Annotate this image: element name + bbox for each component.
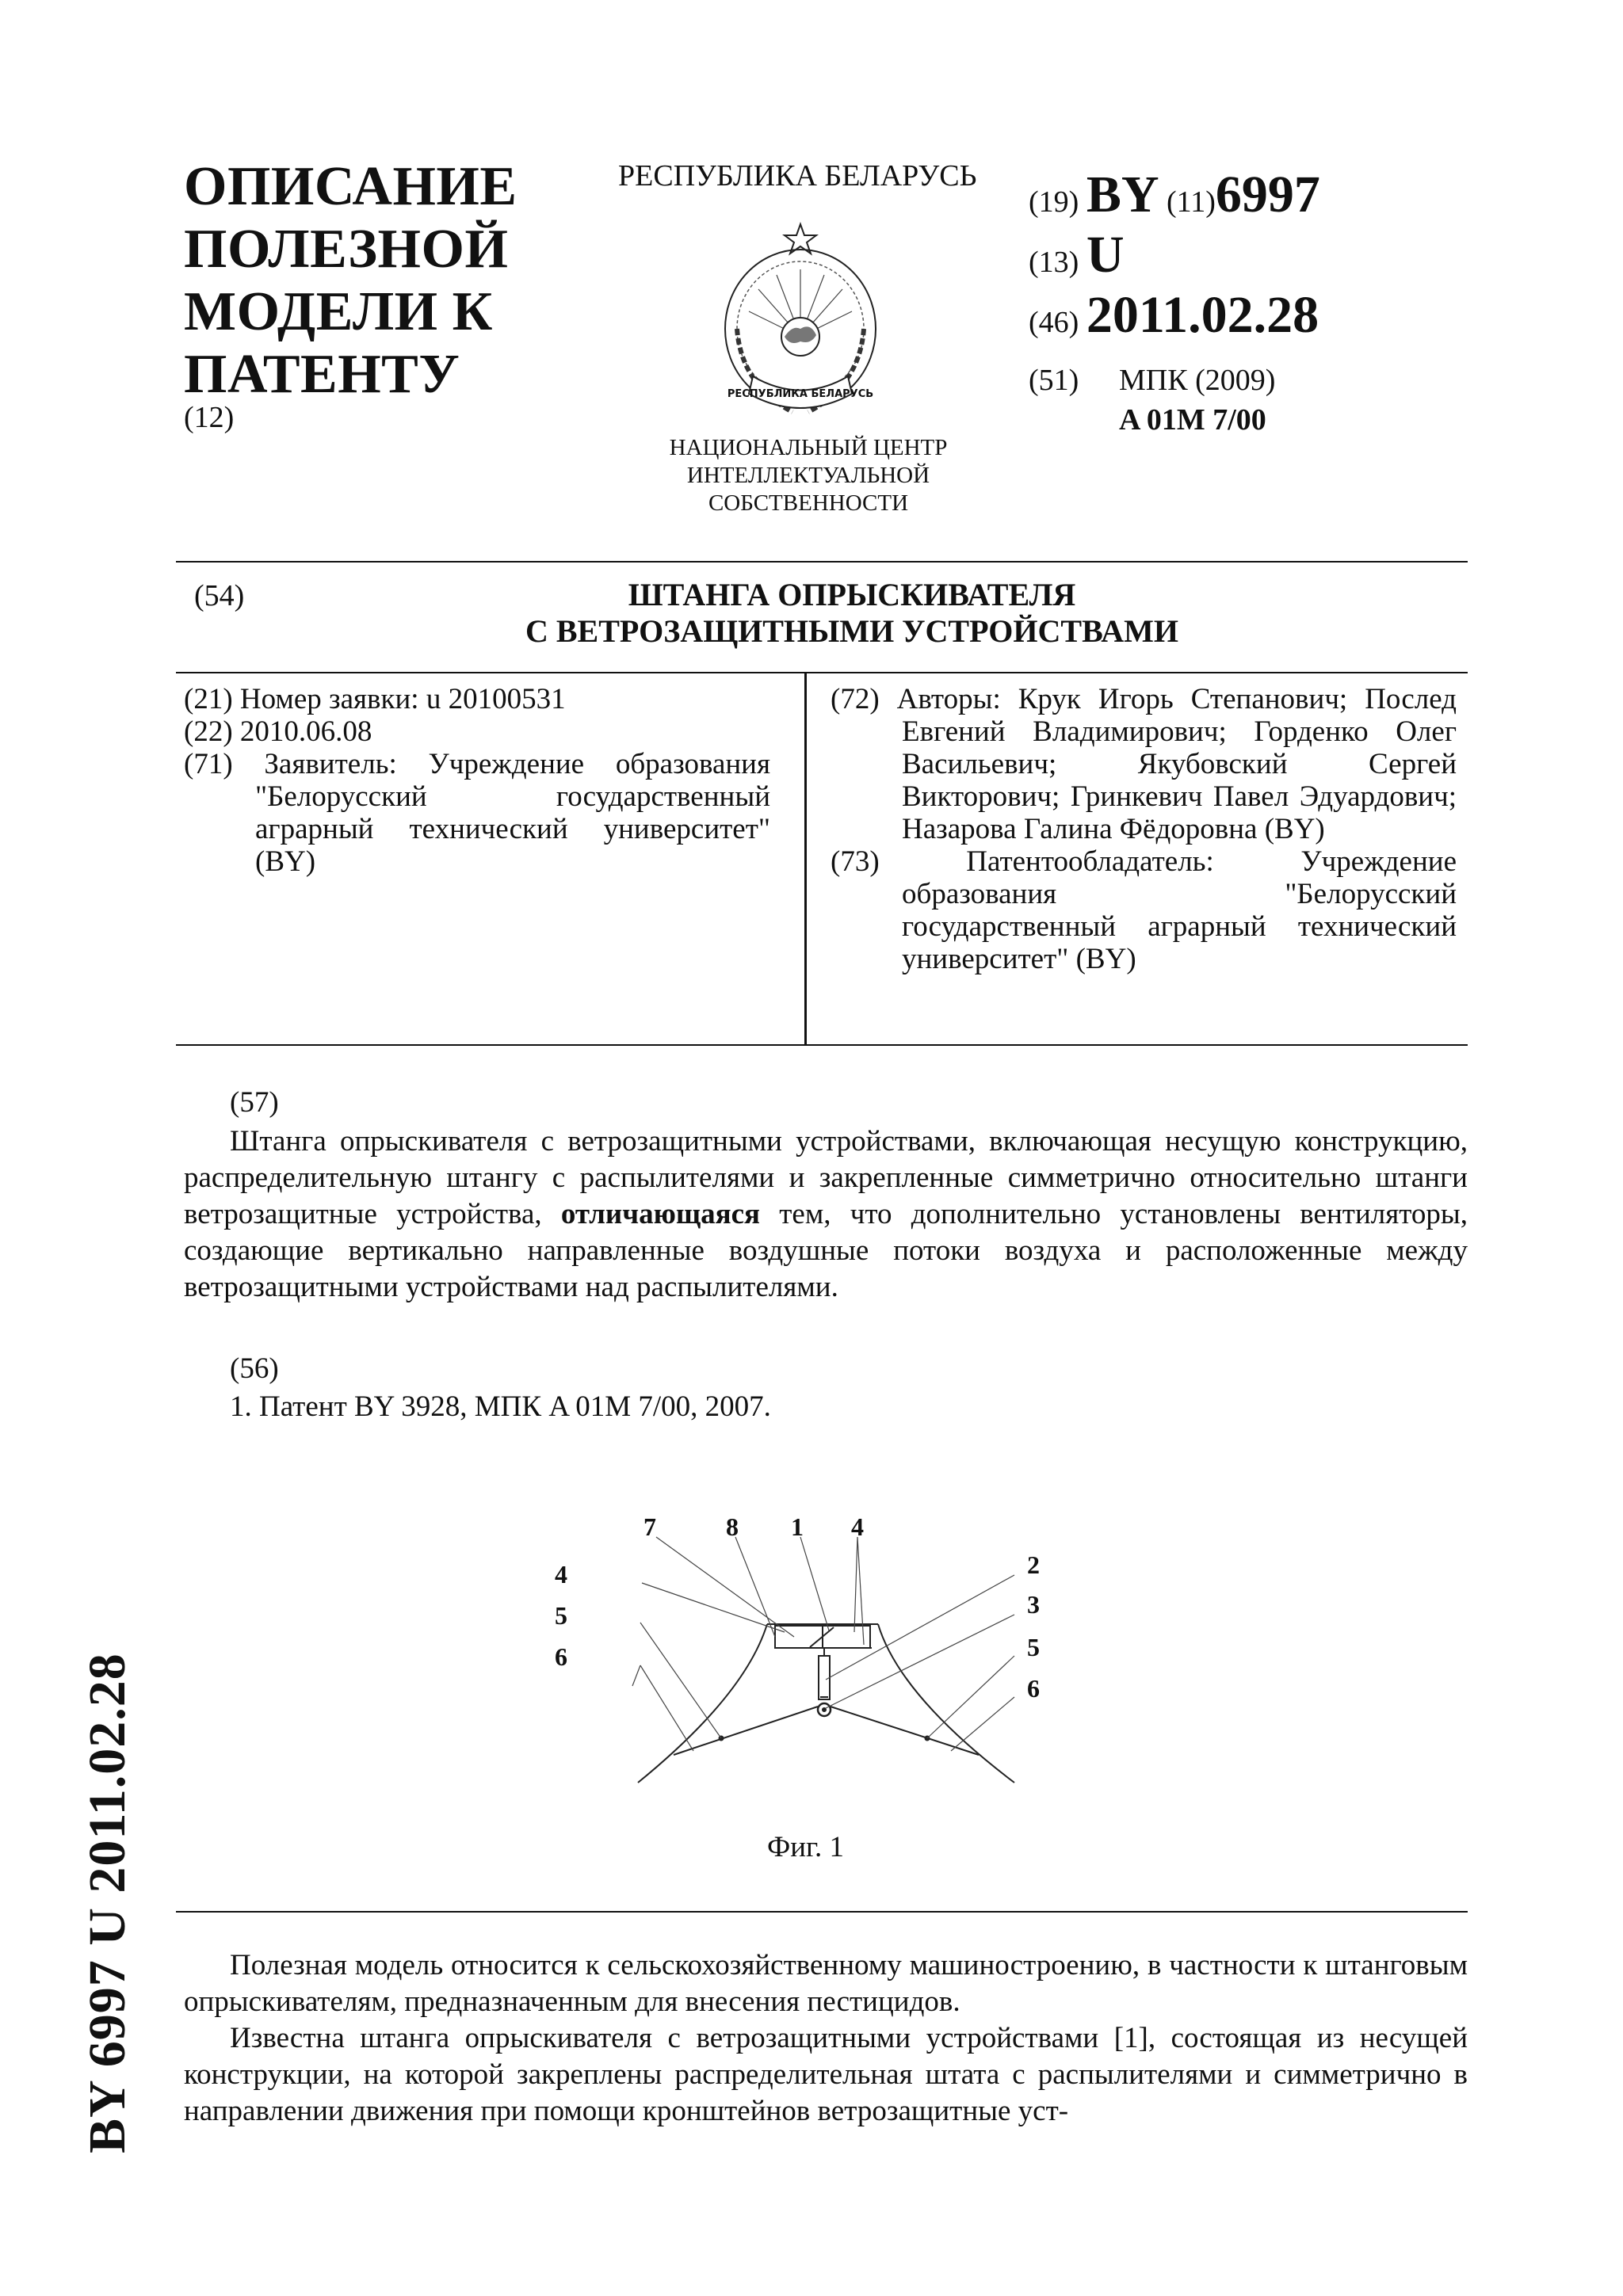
divider-biblio-vertical [804, 672, 807, 1046]
fig-label-5-left: 5 [555, 1601, 567, 1630]
code-54: (54) [194, 579, 245, 612]
emblem-ribbon-text: РЕСПУБЛИКА БЕЛАРУСЬ [727, 388, 874, 400]
fig-label-2: 2 [1027, 1550, 1040, 1579]
ipc-version: МПК (2009) [1119, 364, 1276, 397]
republic-name: РЕСПУБЛИКА БЕЛАРУСЬ [618, 159, 977, 193]
fig-label-4-left: 4 [555, 1560, 567, 1589]
publication-date: 2011.02.28 [1086, 286, 1319, 344]
side-publication-label: BY 6997 U 2011.02.28 [78, 1653, 136, 2153]
code-row-19-11: (19) BY (11)6997 [1029, 166, 1320, 223]
code-row-13: (13) U [1029, 226, 1125, 284]
code-56: (56) [230, 1352, 279, 1385]
fig-label-5-right: 5 [1027, 1633, 1040, 1661]
title-line: МОДЕЛИ К [184, 281, 493, 342]
paragraph: Известна штанга опрыскивателя с ветрозащитными устройствами [1], состоящая из несущей конструкции, на которой закреплены распределительная штата с распылителями и симметрично в направлении движения при помощи кронштейнов ветрозащитные уст- [184, 2022, 1468, 2127]
applicant: (71) Заявитель: Учреждение образования "Белорусский государственный аграрный технический университет" (BY) [184, 748, 770, 878]
ipc-code: A 01M 7/00 [1119, 403, 1266, 437]
country-code: BY [1086, 166, 1159, 223]
divider-description [176, 1911, 1468, 1913]
fig-label-8: 8 [726, 1512, 739, 1541]
fig-label-6-left: 6 [555, 1642, 567, 1671]
paragraph: Полезная модель относится к сельскохозяйственному машиностроению, в частности к штанговым опрыскивателям, предназначенным для внесения пестицидов. [184, 1949, 1468, 2018]
code-51: (51) [1029, 364, 1079, 397]
divider-top [176, 561, 1468, 563]
code-57: (57) [230, 1086, 279, 1119]
biblio-right-column [831, 683, 1457, 975]
authors: (72) Авторы: Крук Игорь Степанович; Послед Евгений Владимирович; Горденко Олег Васильевич; Якубовский Сергей Викторович; Гринкевич Павел Эдуардович; Назарова Галина Фёдоровна (BY) [831, 683, 1457, 845]
fig-label-7: 7 [643, 1512, 656, 1541]
reference-item: 1. Патент BY 3928, МПК A 01M 7/00, 2007. [230, 1390, 771, 1423]
application-number: (21) Номер заявки: u 20100531 [184, 683, 566, 715]
abstract-text: Штанга опрыскивателя с ветрозащитными устройствами, включающая несущую конструкцию, распределительную штангу с распылителями и закрепленные симметрично относительно штанги ветрозащитные устройства, отличающаяся тем, что дополнительно установлены вентиляторы, создающие вертикально направленные воздушные потоки воздуха и расположенные между ветрозащитными устройствами над распылителями. [184, 1125, 1468, 1303]
figure-caption: Фиг. 1 [767, 1831, 845, 1863]
fig-label-3: 3 [1027, 1590, 1040, 1619]
patent-number: 6997 [1215, 166, 1320, 223]
code-12: (12) [184, 401, 235, 434]
document-type-title [184, 155, 517, 406]
title-line: ОПИСАНИЕ [184, 156, 517, 217]
figure-1-drawing [539, 1489, 1062, 1806]
filing-date: (22) 2010.06.08 [184, 715, 372, 748]
patent-owner: (73) Патентообладатель: Учреждение образования "Белорусский государственный аграрный технический университет" (BY) [831, 845, 1457, 975]
divider-biblio-bottom [176, 1044, 1468, 1046]
biblio-left-column [184, 683, 770, 878]
invention-title: ШТАНГА ОПРЫСКИВАТЕЛЯ С ВЕТРОЗАЩИТНЫМИ УСТРОЙСТВАМИ [525, 577, 1179, 649]
description-text [184, 1947, 1468, 2130]
kind-code: U [1086, 226, 1125, 284]
divider-biblio-top [176, 672, 1468, 673]
claim-keyword: отличающаяся [560, 1198, 761, 1230]
fig-label-4-top: 4 [851, 1512, 864, 1541]
code-row-46: (46) 2011.02.28 [1029, 286, 1319, 344]
fig-label-1: 1 [791, 1512, 804, 1541]
state-emblem [717, 218, 884, 432]
fig-label-6-right: 6 [1027, 1674, 1040, 1703]
title-line: ПАТЕНТУ [184, 344, 460, 405]
title-line: ПОЛЕЗНОЙ [184, 219, 509, 280]
national-center-name: НАЦИОНАЛЬНЫЙ ЦЕНТР ИНТЕЛЛЕКТУАЛЬНОЙ СОБСТВЕННОСТИ [669, 435, 948, 516]
